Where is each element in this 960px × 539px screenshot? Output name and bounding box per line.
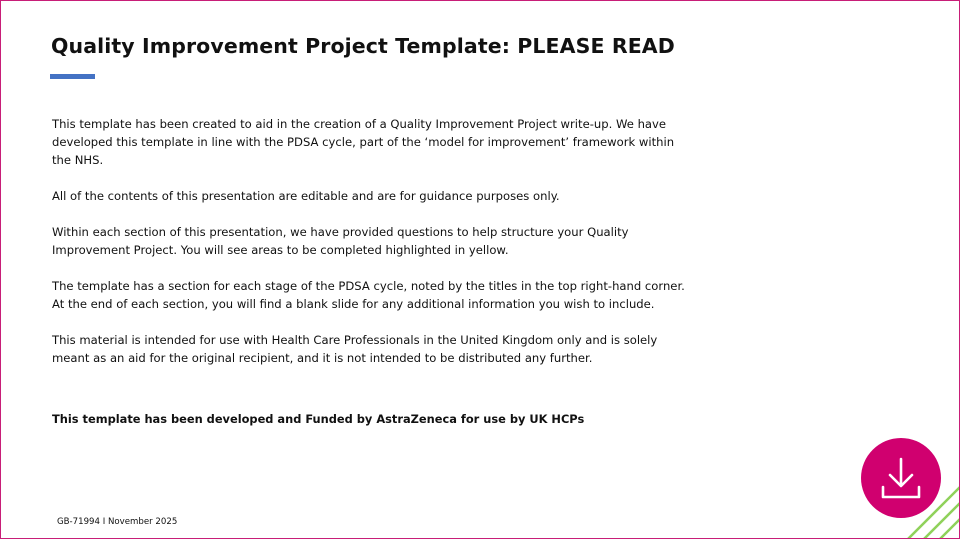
paragraph-disclaimer: This material is intended for use with Health Care Professionals in the United Kingdom only and is solely meant as an aid for the original recipient, and it is not intended to be distributed any further. xyxy=(52,333,658,365)
paragraph-intro: This template has been created to aid in the creation of a Quality Improvement Project write-up. We have developed this template in line with the PDSA cycle, part of the ‘model for improvement’ framework within the NHS. xyxy=(52,117,675,167)
download-icon xyxy=(880,455,922,501)
paragraph-editable: All of the contents of this presentation are editable and are for guidance purposes only. xyxy=(52,189,560,203)
download-button[interactable] xyxy=(861,438,941,518)
footer-code: GB-71994 I November 2025 xyxy=(57,517,178,527)
funding-note: This template has been developed and Funded by AstraZeneca for use by UK HCPs xyxy=(52,412,585,426)
title-accent-bar xyxy=(50,74,95,79)
body-text xyxy=(52,115,692,385)
paragraph-questions: Within each section of this presentation, we have provided questions to help structure your Quality Improvement Project. You will see areas to be completed highlighted in yellow. xyxy=(52,225,629,257)
paragraph-sections: The template has a section for each stage of the PDSA cycle, noted by the titles in the top right-hand corner. At the end of each section, you will find a blank slide for any additional information you wish to include. xyxy=(52,279,685,311)
page-title: Quality Improvement Project Template: PLEASE READ xyxy=(51,34,675,58)
